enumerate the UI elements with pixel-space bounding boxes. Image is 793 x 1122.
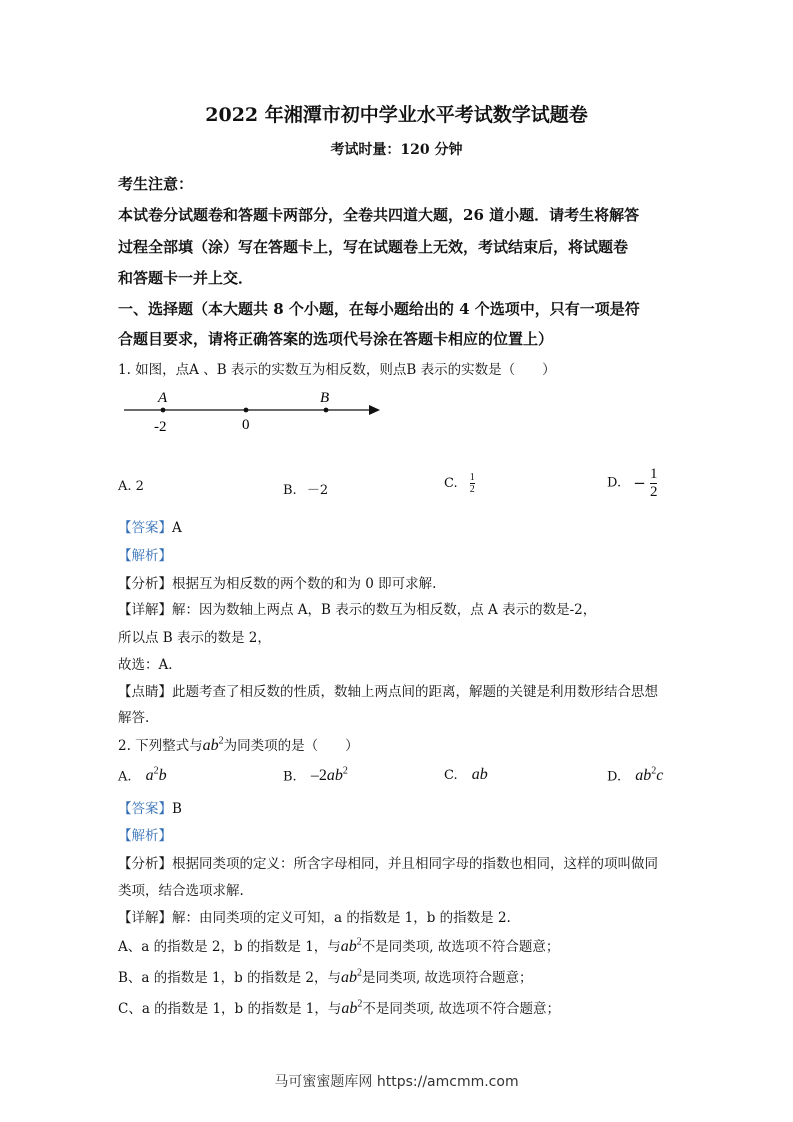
fenxi-line: 【分析】根据同类项的定义：所含字母相同，并且相同字母的指数也相同，这样的项叫做同: [118, 856, 658, 872]
tick-label-zero: 0: [242, 417, 250, 433]
option-letter: C.: [444, 476, 458, 491]
notice-line: 过程全部填（涂）写在答题卡上，写在试题卷上无效，考试结束后，将试题卷: [118, 238, 629, 256]
option-analysis-b: B、a 的指数是 1，b 的指数是 2，与$ab^2$是同类项, 故选项符合题意；: [118, 967, 533, 986]
option-b[interactable]: [283, 479, 328, 498]
minus-sign: −: [633, 474, 646, 492]
option-a[interactable]: A. $a^2b$: [118, 766, 167, 785]
option-letter: D.: [607, 475, 622, 491]
fenxi-line: 【分析】根据互为相反数的两个数的和为 0 即可求解.: [118, 576, 437, 592]
notice-line: 和答题卡一并上交．: [118, 269, 254, 287]
dianjing-line: 解答.: [118, 710, 150, 726]
point-zero: [244, 408, 249, 413]
section-heading: 一、选择题（本大题共 8 个小题，在每小题给出的 4 个选项中，只有一项是符: [118, 300, 640, 318]
xiangjie-line: 【详解】解：因为数轴上两点 A，B 表示的数互为相反数，点 A 表示的数是-2，: [118, 602, 597, 618]
notice-heading: 考生注意：: [118, 175, 194, 193]
xiangjie-line: 【详解】解：由同类项的定义可知，a 的指数是 1，b 的指数是 2.: [118, 910, 511, 926]
number-line: [118, 385, 388, 437]
option-b[interactable]: B. $-2ab^2$: [283, 766, 348, 785]
exam-duration: 考试时量：120 分钟: [330, 142, 463, 158]
label-b: B: [320, 390, 330, 406]
tick-label-a: -2: [154, 419, 167, 435]
point-b: [324, 408, 329, 413]
option-analysis-c: C、a 的指数是 1，b 的指数是 1，与$ab^2$不是同类项, 故选项不符合题意；: [118, 998, 560, 1017]
dianjing-line: 【点睛】此题考查了相反数的性质，数轴上两点间的距离，解题的关键是利用数形结合思想: [118, 684, 658, 700]
solution-line: 故选：A．: [118, 657, 182, 673]
notice-line: 本试卷分试题卷和答题卡两部分，全卷共四道大题，26 道小题．请考生将解答: [118, 206, 640, 224]
option-value: －2: [306, 483, 329, 498]
option-analysis-a: A、a 的指数是 2，b 的指数是 1，与$ab^2$不是同类项, 故选项不符合题意；: [118, 936, 560, 955]
question-1-stem: 1. 如图，点A 、B 表示的实数互为相反数，则点B 表示的实数是（ ）: [118, 362, 556, 378]
fenxi-line: 类项，结合选项求解.: [118, 883, 244, 899]
answer-line: 【答案】A: [118, 520, 182, 536]
label-a: A: [158, 390, 168, 406]
page-title: 2022 年湘潭市初中学业水平考试数学试题卷: [205, 104, 588, 126]
footer-watermark: 马可蜜蜜题库网 https://amcmm.com: [274, 1074, 519, 1090]
fraction: $\frac{1}{2}$: [469, 472, 475, 495]
fraction: $\frac{1}{2}$: [649, 466, 658, 500]
option-d[interactable]: D. $ab^2c$: [607, 766, 664, 785]
option-letter: B.: [283, 483, 297, 498]
analysis-tag: 【解析】: [118, 828, 172, 844]
section-heading: 合题目要求，请将正确答案的选项代号涂在答题卡相应的位置上）: [118, 330, 554, 348]
option-d[interactable]: [607, 466, 657, 500]
option-c[interactable]: [444, 472, 475, 495]
arrow-head: [369, 405, 380, 415]
analysis-tag: 【解析】: [118, 548, 172, 564]
option-c[interactable]: C. ab: [444, 766, 488, 783]
solution-line: 所以点 B 表示的数是 2，: [118, 630, 271, 646]
answer-line: 【答案】B: [118, 801, 182, 817]
point-a: [161, 408, 166, 413]
question-2-stem: 2. 下列整式与$ab^2$为同类项的是（ ）: [118, 735, 359, 754]
option-a[interactable]: A. 2: [118, 479, 144, 494]
